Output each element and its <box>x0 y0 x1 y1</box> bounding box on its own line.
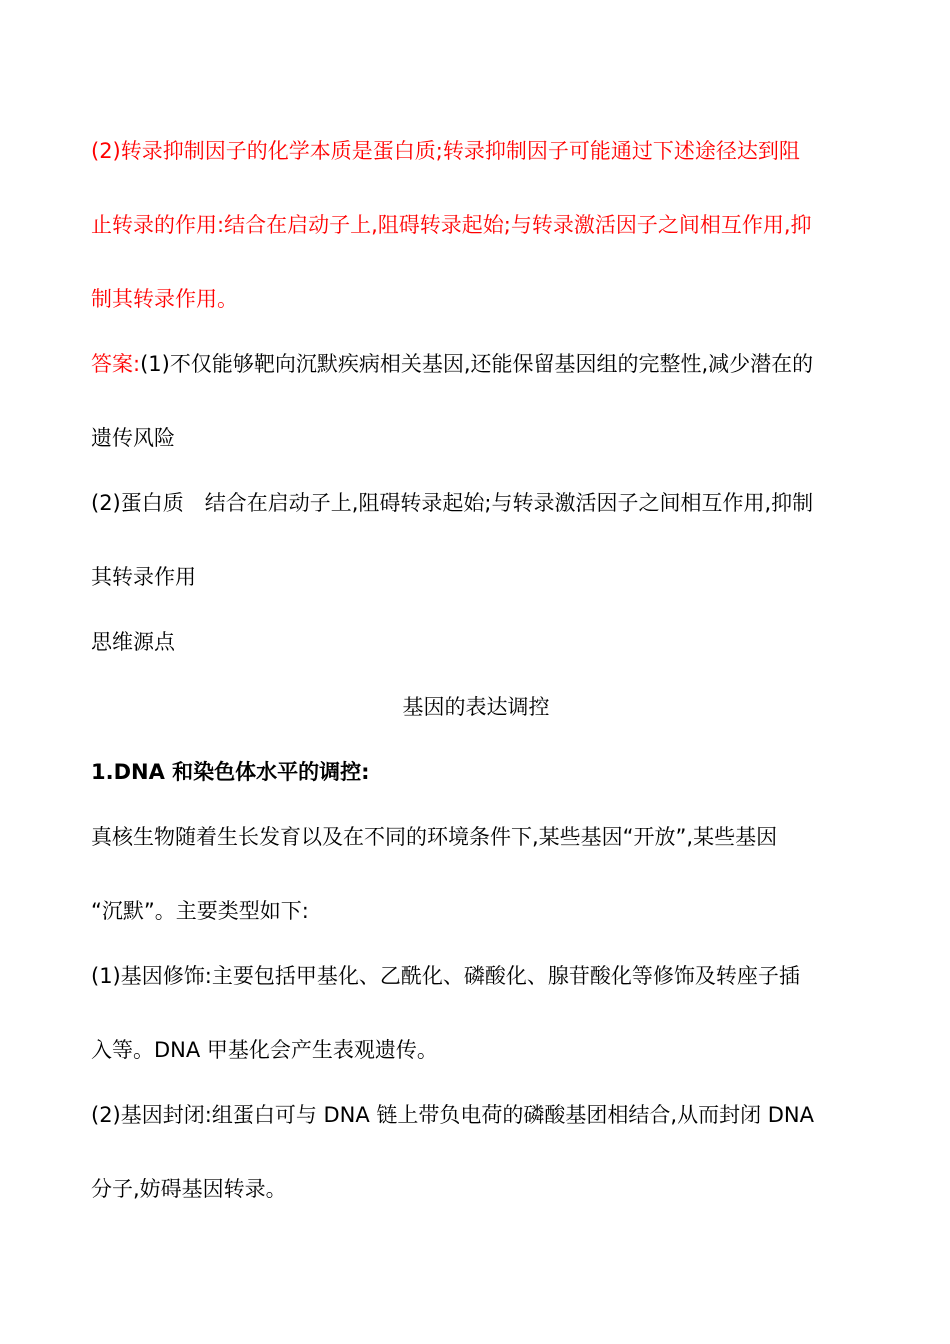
section1-intro-line2: “沉默”。主要类型如下: <box>91 899 309 923</box>
section1-intro-line1: 真核生物随着生长发育以及在不同的环境条件下,某些基因“开放”,某些基因 <box>91 825 778 849</box>
section1-item2-line1: (2)基因封闭:组蛋白可与 DNA 链上带负电荷的磷酸基团相结合,从而封闭 DNA <box>91 1103 815 1127</box>
thinking-subtitle: 基因的表达调控 <box>402 695 550 719</box>
answer-part1-line2: 遗传风险 <box>91 426 175 450</box>
answer-part1-text: (1)不仅能够靶向沉默疾病相关基因,还能保留基因组的完整性,减少潜在的 <box>140 352 814 376</box>
section1-item2-line2: 分子,妨碍基因转录。 <box>91 1177 287 1201</box>
analysis-part2-line2: 止转录的作用:结合在启动子上,阻碍转录起始;与转录激活因子之间相互作用,抑 <box>91 213 812 237</box>
answer-label: 答案: <box>91 352 141 376</box>
analysis-part2-line1: (2)转录抑制因子的化学本质是蛋白质;转录抑制因子可能通过下述途径达到阻 <box>91 139 800 163</box>
section1-item1-line2: 入等。DNA 甲基化会产生表观遗传。 <box>91 1038 438 1062</box>
analysis-part2-line3: 制其转录作用。 <box>91 287 238 311</box>
thinking-heading: 思维源点 <box>91 630 175 654</box>
answer-part2-line1: (2)蛋白质 结合在启动子上,阻碍转录起始;与转录激活因子之间相互作用,抑制 <box>91 491 814 515</box>
answer-part1-line1 <box>91 349 861 379</box>
answer-part2-line2: 其转录作用 <box>91 565 196 589</box>
section1-item1-line1: (1)基因修饰:主要包括甲基化、乙酰化、磷酸化、腺苷酸化等修饰及转座子插 <box>91 964 800 988</box>
section1-title: 1.DNA 和染色体水平的调控: <box>91 760 370 784</box>
